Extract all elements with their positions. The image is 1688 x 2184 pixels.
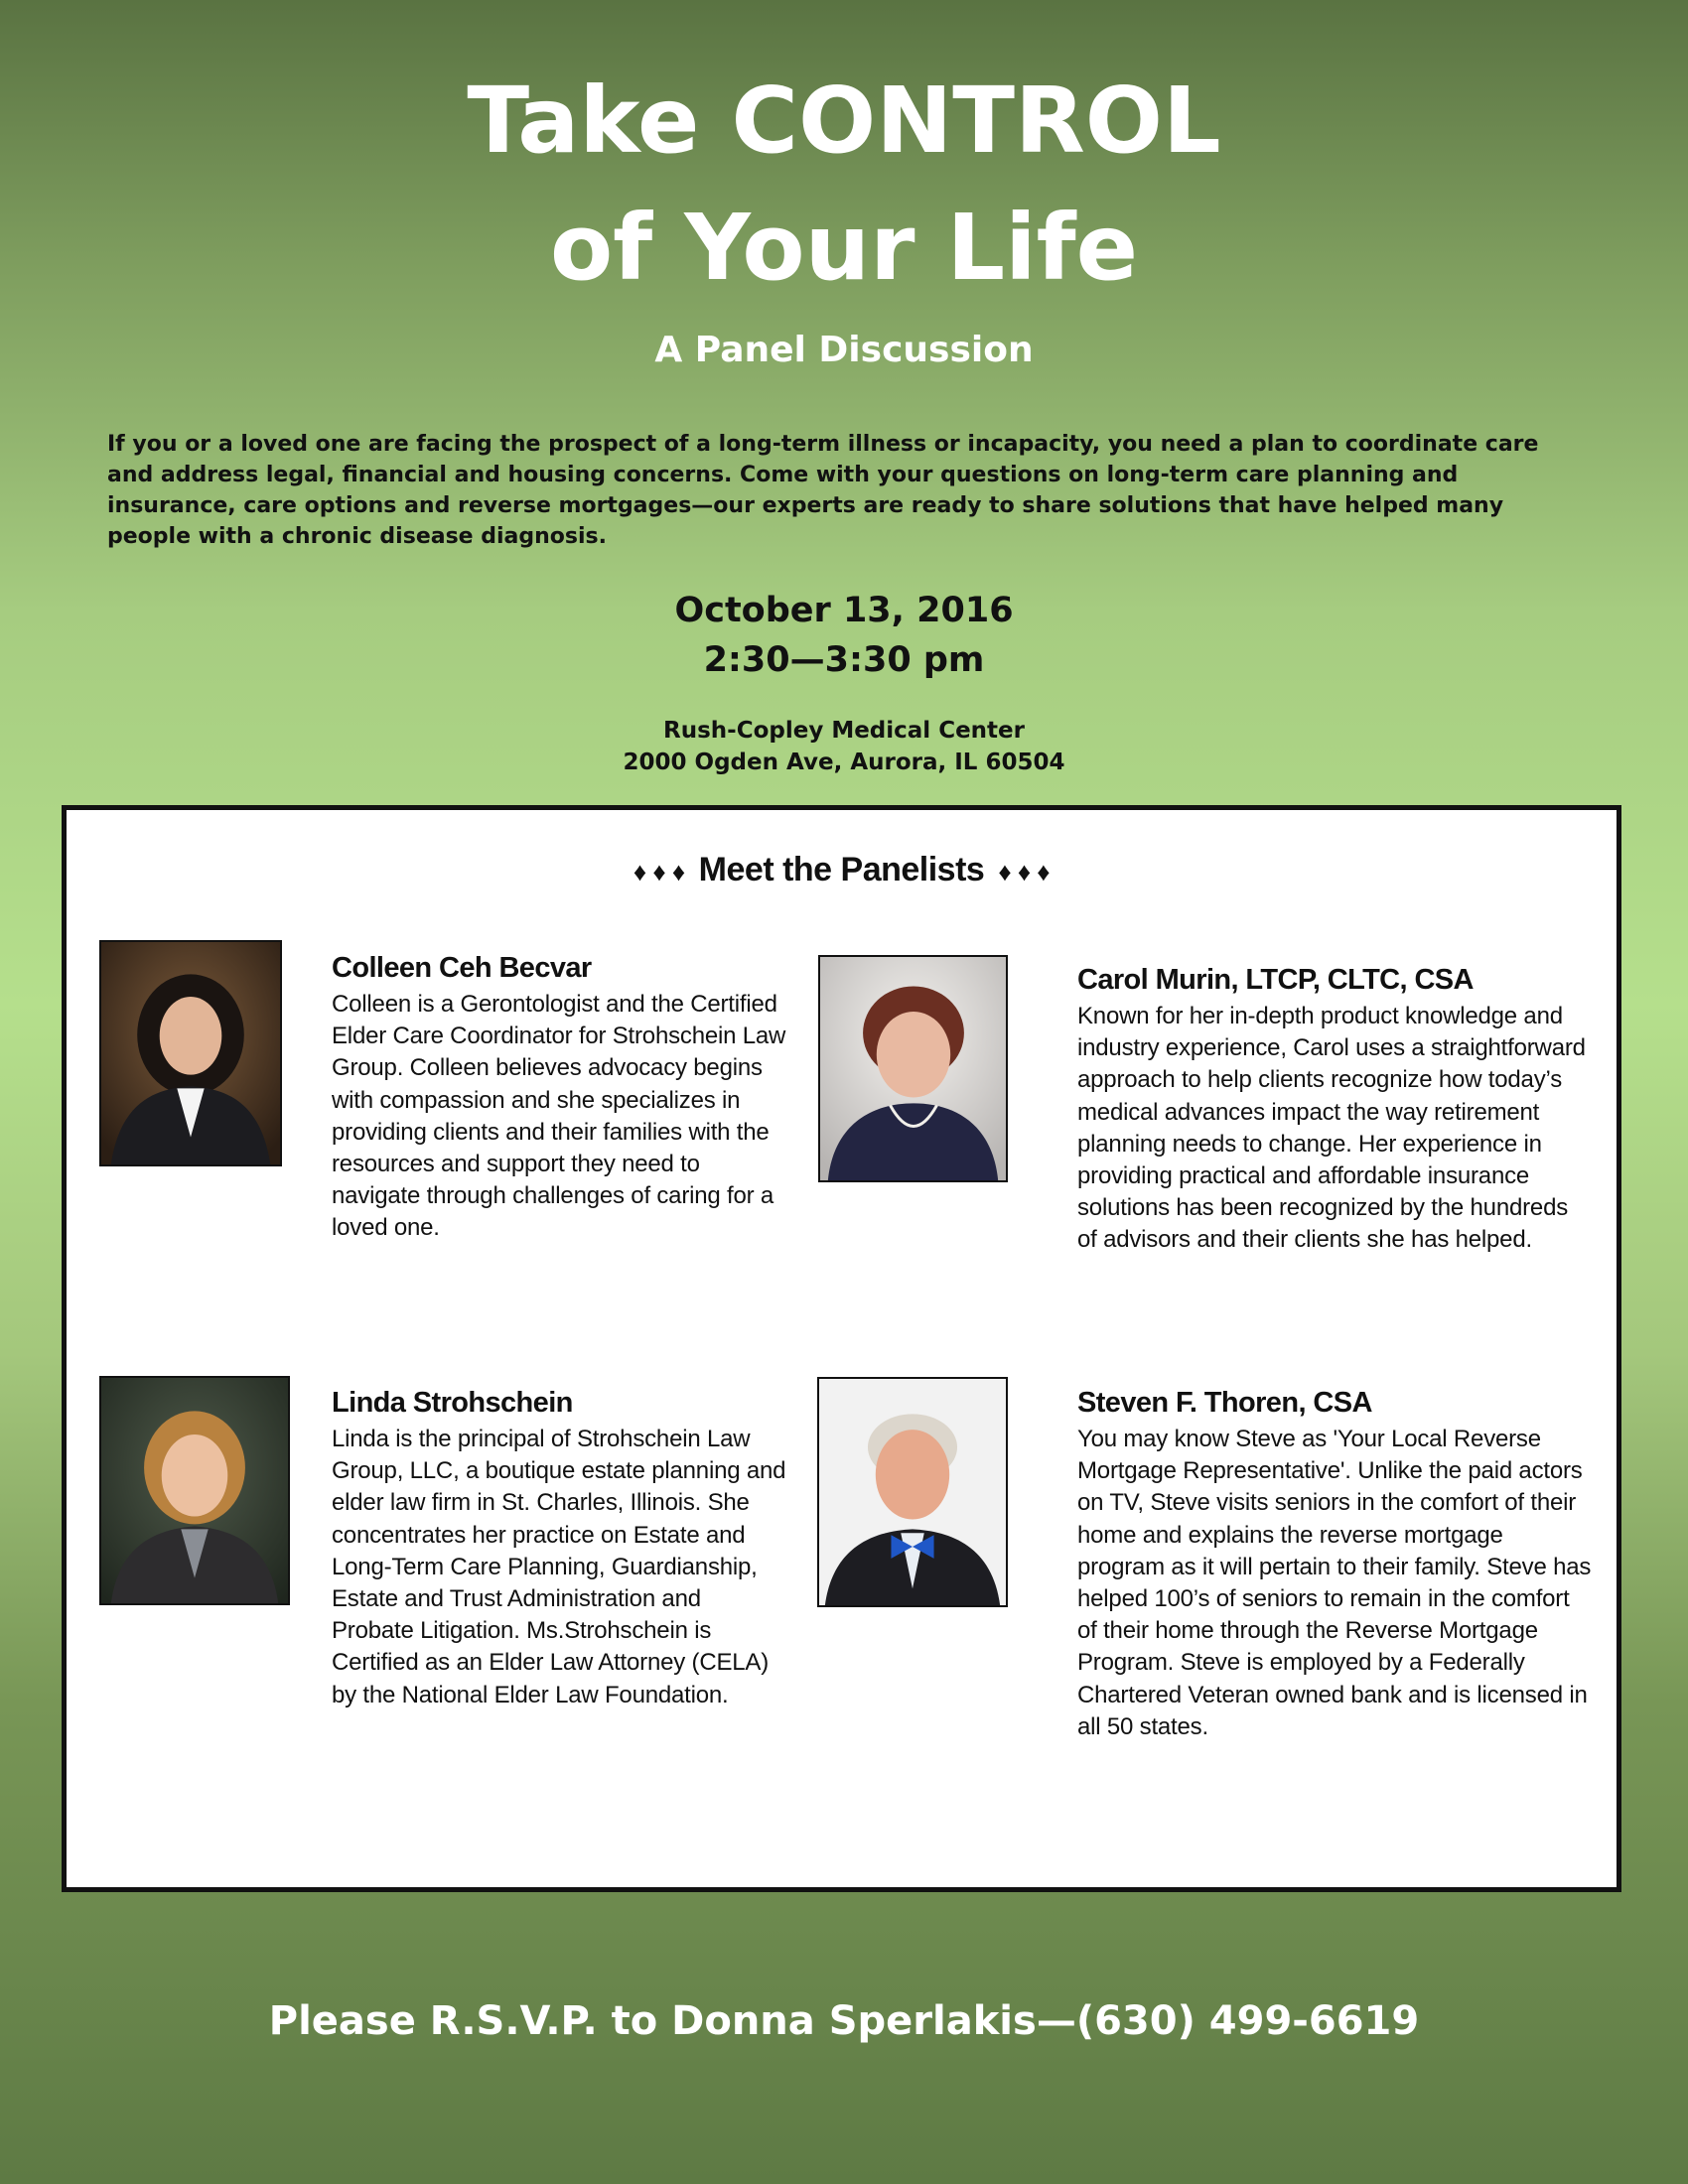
diamonds-left: ♦ ♦ ♦ (633, 857, 685, 887)
event-date: October 13, 2016 (674, 591, 1014, 630)
bio-carol (1077, 961, 1594, 1257)
venue-name: Rush-Copley Medical Center (663, 718, 1025, 744)
panelist-bio: Colleen is a Gerontologist and the Certified Elder Care Coordinator for Strohschein Law Group. Colleen believes advocacy begins with compassion and she specializes in providing clients and their families with the resources and support they need to navigate through challenges of caring for a loved one. (332, 991, 786, 1242)
title-line-2: of Your Life (549, 195, 1139, 301)
subtitle: A Panel Discussion (654, 330, 1034, 370)
venue-address: 2000 Ogden Ave, Aurora, IL 60504 (623, 750, 1065, 775)
panelist-name: Carol Murin, LTCP, CLTC, CSA (1077, 964, 1474, 996)
panelist-bio: Linda is the principal of Strohschein Law Group, LLC, a boutique estate planning and elder law firm in St. Charles, Illinois. She concentrates her practice on Estate and Long-Term Care Planning, Guardianship, Estate and Trust Administration and Probate Litigation. Ms.Strohschein is Certified as an Elder Law Attorney (CELA) by the National Elder Law Foundation. (332, 1426, 786, 1708)
panelists-heading (67, 848, 1617, 893)
rsvp-line: Please R.S.V.P. to Donna Sperlakis—(630) 499-6619 (268, 1998, 1420, 2044)
photo-colleen (99, 940, 282, 1166)
panelist-bio: You may know Steve as 'Your Local Reverse Mortgage Representative'. Unlike the paid actors on TV, Steve visits seniors in the comfort of their home and explains the reverse mortgage program as it will pertain to their family. Steve has helped 100’s of seniors to remain in the comfort of their home through the Reverse Mortgage Program. Steve is employed by a Federally Chartered Veteran owned bank and is licensed in all 50 states. (1077, 1426, 1592, 1740)
event-time: 2:30—3:30 pm (703, 640, 985, 680)
bio-colleen (332, 949, 788, 1245)
diamonds-right: ♦ ♦ ♦ (998, 857, 1051, 887)
title-line-1: Take CONTROL (467, 68, 1221, 174)
photo-steven (817, 1377, 1008, 1607)
intro-paragraph: If you or a loved one are facing the prospect of a long-term illness or incapacity, you need a plan to coordinate care and address legal, financial and housing concerns. Come with your questions on long-term care planning and insurance, care options and reverse mortgages—our experts are ready to share solutions that have helped many people with a chronic disease diagnosis. (107, 432, 1539, 549)
photo-carol (818, 955, 1008, 1182)
bio-linda (332, 1384, 788, 1711)
bio-steven (1077, 1384, 1594, 1743)
panelists-box (62, 805, 1621, 1892)
photo-linda (99, 1376, 290, 1605)
panelist-name: Linda Strohschein (332, 1387, 573, 1419)
panelist-bio: Known for her in-depth product knowledge and industry experience, Carol uses a straightforward approach to help clients recognize how today’s medical advances impact the way retirement planning needs to change. Her experience in providing practical and affordable insurance solutions has been recognized by the hundreds of advisors and their clients she has helped. (1077, 1003, 1586, 1254)
panelist-name: Colleen Ceh Becvar (332, 952, 592, 984)
panelist-name: Steven F. Thoren, CSA (1077, 1387, 1372, 1419)
panelists-heading-text: Meet the Panelists (698, 851, 985, 888)
